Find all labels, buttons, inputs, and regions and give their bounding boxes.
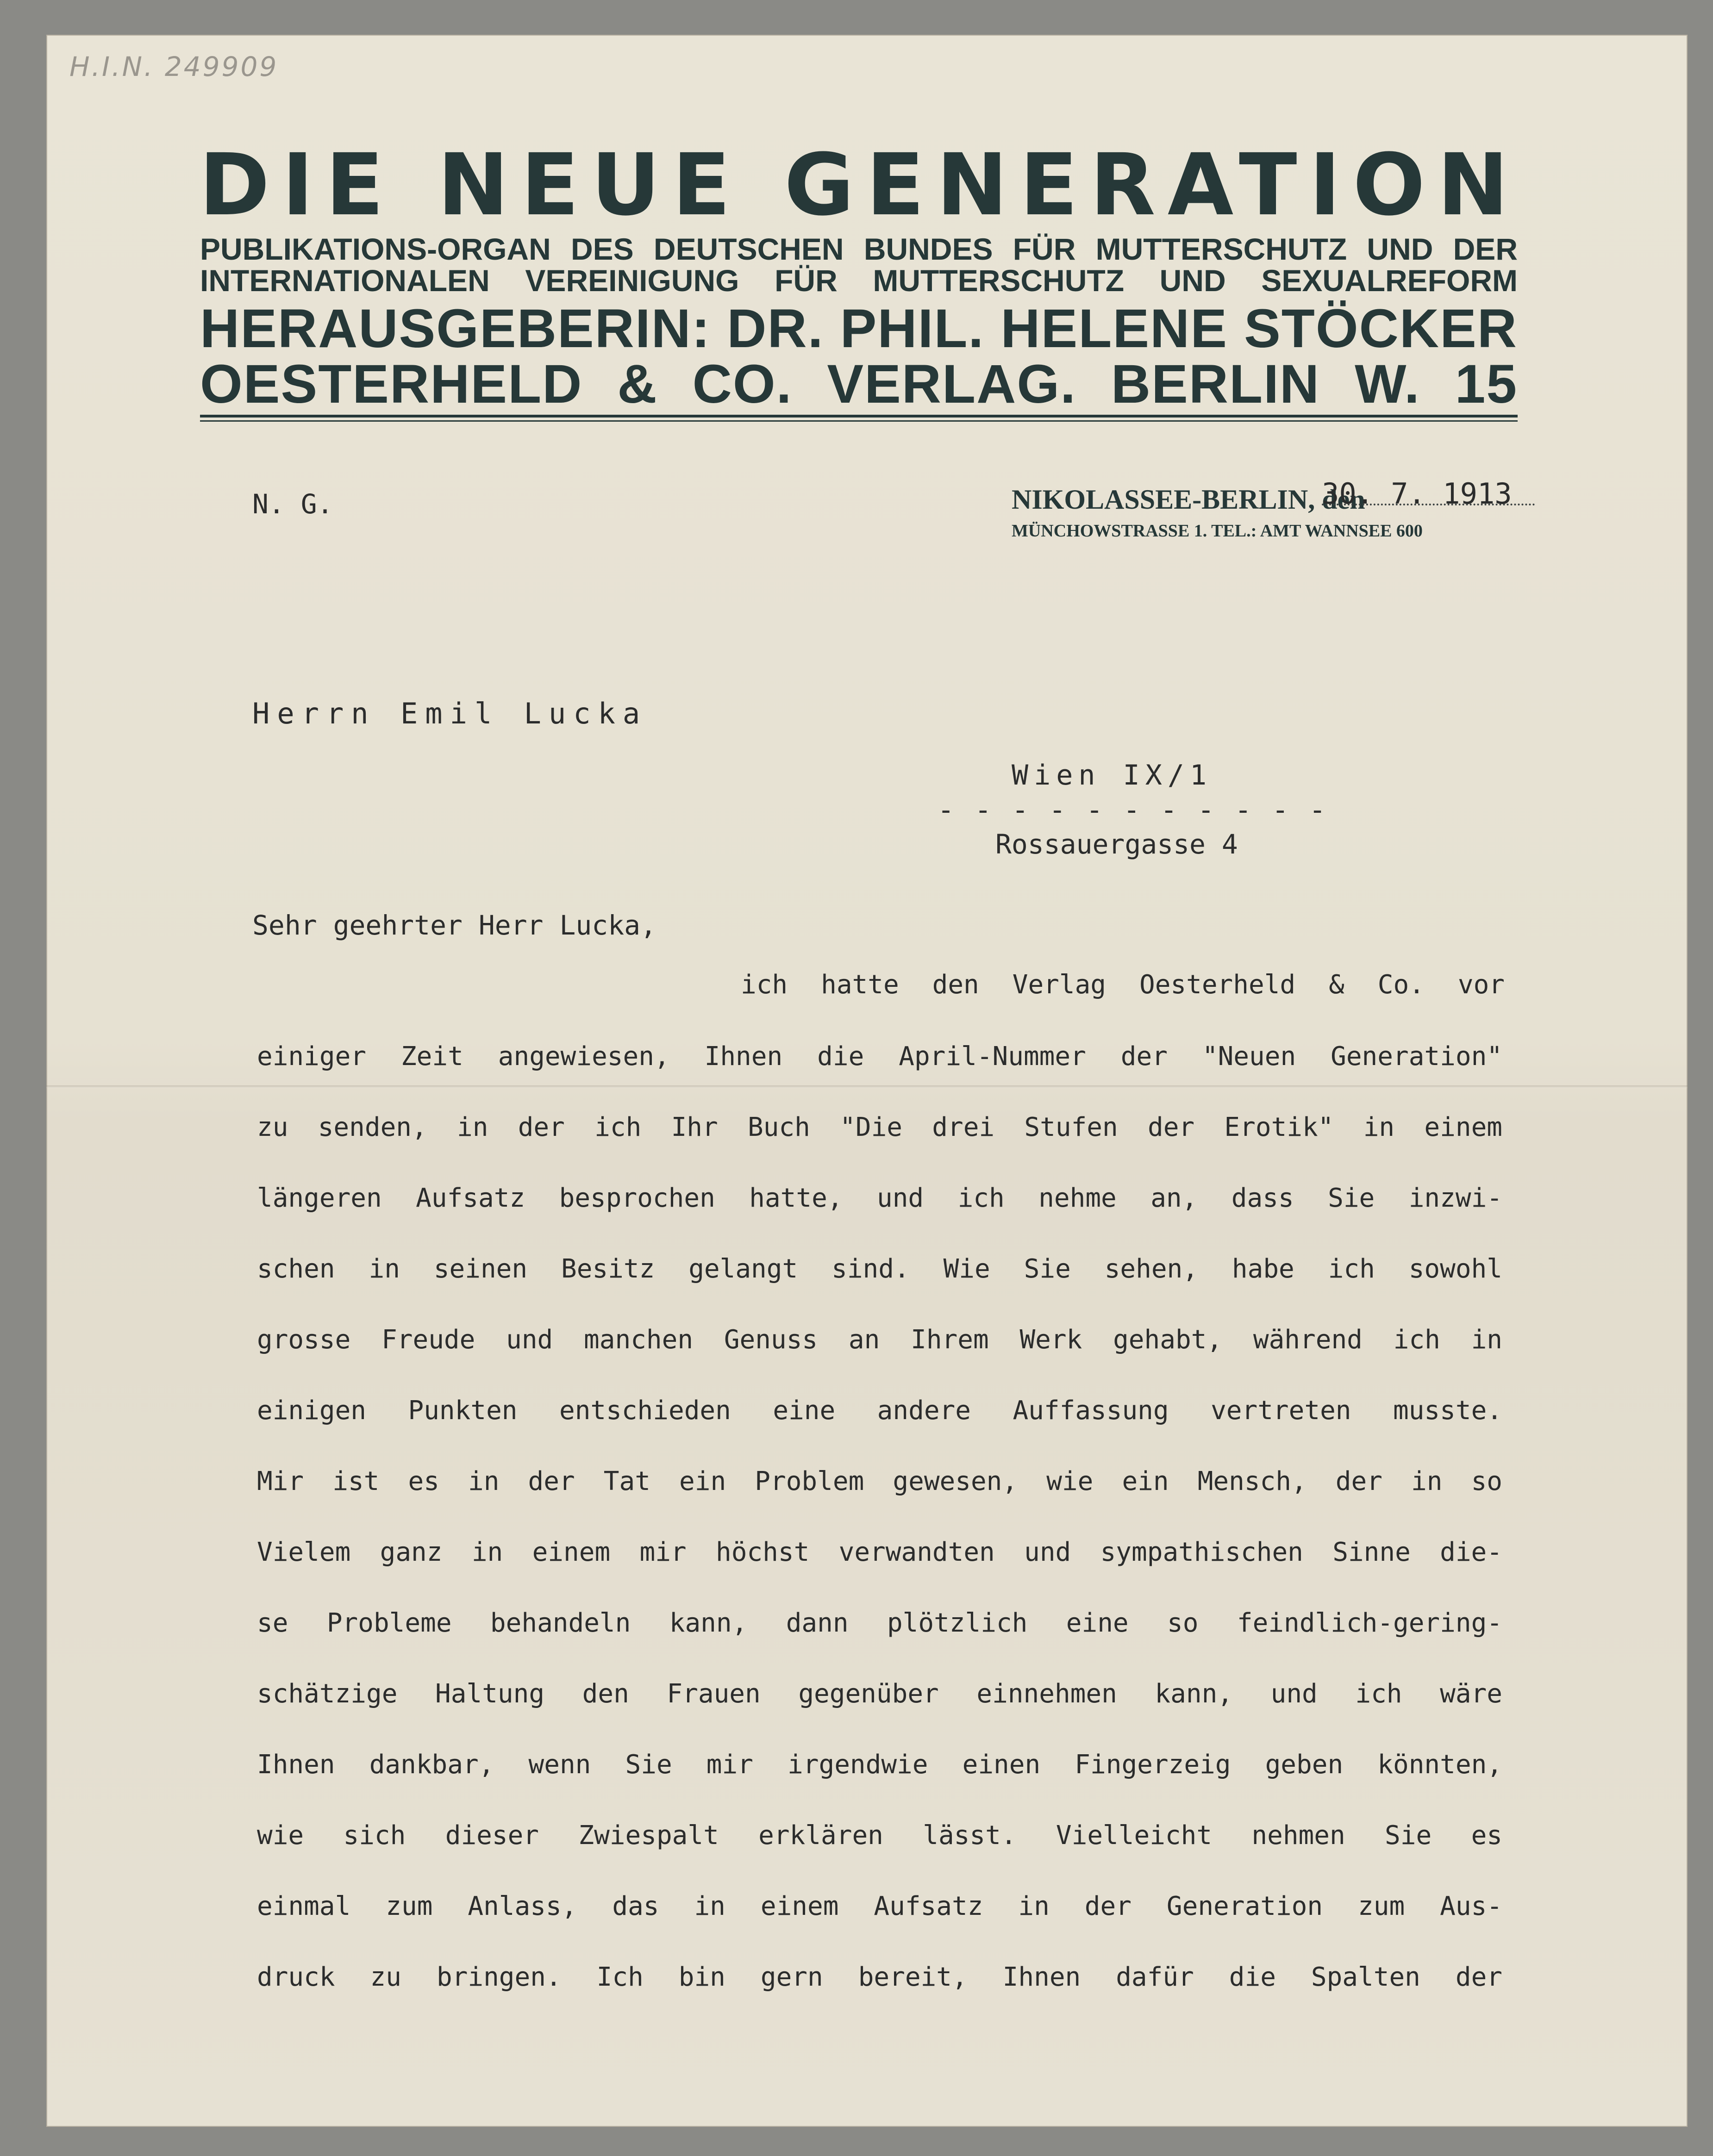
- sender-address: MÜNCHOWSTRASSE 1. TEL.: AMT WANNSEE 600: [1012, 521, 1423, 541]
- reference-initials: N. G.: [252, 488, 333, 520]
- body-line: zu senden, in der ich Ihr Buch "Die drei Stufen der Erotik" in einem: [257, 1112, 1502, 1142]
- recipient-city: Wien IX/1: [1012, 759, 1213, 791]
- body-line: einigen Punkten entschieden eine andere Auffassung vertreten musste.: [257, 1396, 1502, 1426]
- letter-date: 30. 7. 1913: [1322, 477, 1512, 511]
- body-line: grosse Freude und manchen Genuss an Ihrem Werk gehabt, während ich in: [257, 1325, 1502, 1355]
- body-line: se Probleme behandeln kann, dann plötzlich eine so feindlich-gering-: [257, 1608, 1502, 1638]
- letterhead-editor: HERAUSGEBERIN: DR. PHIL. HELENE STÖCKER: [200, 298, 1518, 359]
- letterhead-title: DIE NEUE GENERATION: [199, 136, 1521, 235]
- recipient-street: Rossauergasse 4: [995, 829, 1238, 860]
- salutation: Sehr geehrter Herr Lucka,: [252, 910, 656, 941]
- body-line: Ihnen dankbar, wenn Sie mir irgendwie einen Fingerzeig geben könnten,: [257, 1750, 1502, 1780]
- body-line: druck zu bringen. Ich bin gern bereit, Ihnen dafür die Spalten der: [257, 1962, 1502, 1992]
- archive-mark: H.I.N. 249909: [69, 51, 279, 82]
- date-dotted-line: [1322, 504, 1535, 505]
- body-line: ich hatte den Verlag Oesterheld & Co. vor: [741, 970, 1505, 1000]
- body-line: einiger Zeit angewiesen, Ihnen die April-Nummer der "Neuen Generation": [257, 1041, 1502, 1072]
- recipient-name: Herrn Emil Lucka: [252, 697, 648, 730]
- letterhead-rule-thin: [200, 420, 1518, 422]
- body-line: Mir ist es in der Tat ein Problem gewesen, wie ein Mensch, der in so: [257, 1466, 1502, 1496]
- body-line: schätzige Haltung den Frauen gegenüber einnehmen kann, und ich wäre: [257, 1679, 1502, 1709]
- place-label: NIKOLASSEE-BERLIN, den: [1012, 484, 1365, 515]
- paper-fold: [46, 1085, 1688, 1088]
- body-line: schen in seinen Besitz gelangt sind. Wie Sie sehen, habe ich sowohl: [257, 1254, 1502, 1284]
- body-line: einmal zum Anlass, das in einem Aufsatz in der Generation zum Aus-: [257, 1891, 1502, 1921]
- letterhead-publisher: OESTERHELD & CO. VERLAG. BERLIN W. 15: [200, 354, 1518, 415]
- letterhead-subtitle-line2: INTERNATIONALEN VEREINIGUNG FÜR MUTTERSCHUTZ UND SEXUALREFORM: [200, 263, 1518, 298]
- body-line: wie sich dieser Zwiespalt erklären lässt. Vielleicht nehmen Sie es: [257, 1820, 1502, 1851]
- body-line: längeren Aufsatz besprochen hatte, und ich nehme an, dass Sie inzwi-: [257, 1183, 1502, 1213]
- recipient-underline: - - - - - - - - - - -: [938, 794, 1328, 826]
- body-line: Vielem ganz in einem mir höchst verwandten und sympathischen Sinne die-: [257, 1537, 1502, 1567]
- letterhead-subtitle-line1: PUBLIKATIONS-ORGAN DES DEUTSCHEN BUNDES FÜR MUTTERSCHUTZ UND DER: [200, 232, 1518, 266]
- letterhead-rule: [200, 415, 1518, 417]
